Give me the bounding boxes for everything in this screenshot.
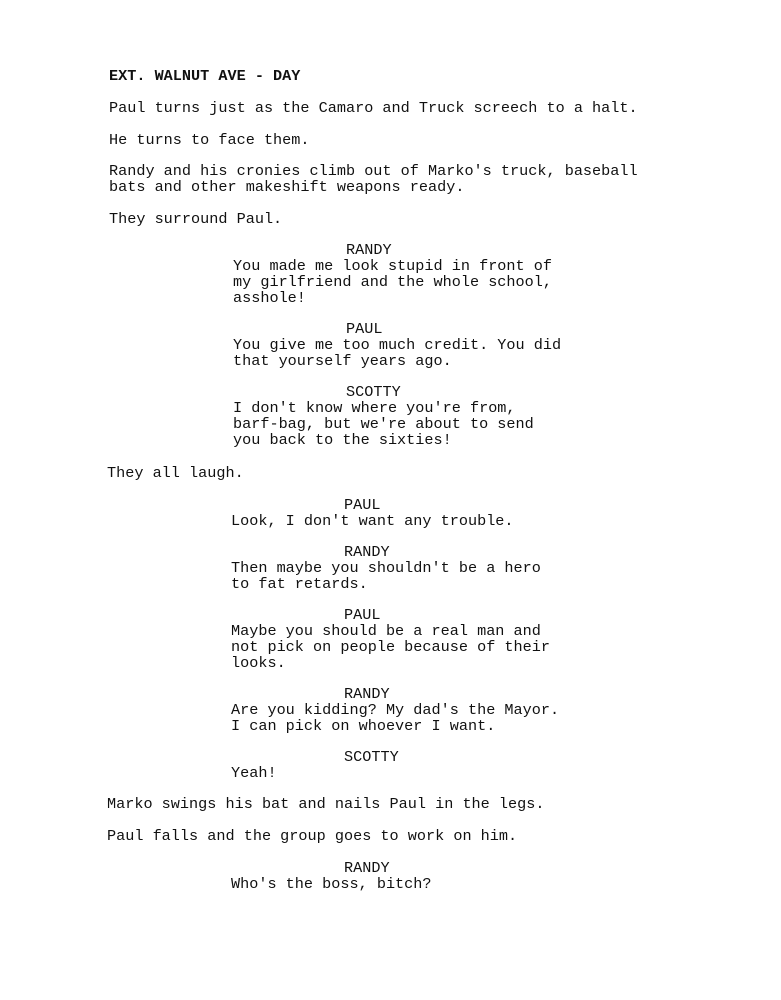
character-name: PAUL bbox=[344, 496, 381, 514]
scene-heading: EXT. WALNUT AVE - DAY bbox=[109, 67, 301, 85]
character-name: SCOTTY bbox=[344, 748, 399, 766]
dialogue-text: Maybe you should be a real man and not pick on people because of their looks. bbox=[231, 622, 550, 672]
dialogue-text: I don't know where you're from, barf-bag, but we're about to send you back to the sixties! bbox=[233, 399, 534, 449]
action-line: Paul falls and the group goes to work on him. bbox=[107, 827, 518, 845]
dialogue-text: Who's the boss, bitch? bbox=[231, 875, 432, 893]
action-line: Marko swings his bat and nails Paul in the legs. bbox=[107, 795, 545, 813]
action-line: He turns to face them. bbox=[109, 131, 310, 149]
action-line: Paul turns just as the Camaro and Truck screech to a halt. bbox=[109, 99, 638, 117]
character-name: RANDY bbox=[344, 685, 390, 703]
character-name: PAUL bbox=[344, 606, 381, 624]
dialogue-text: You give me too much credit. You did that yourself years ago. bbox=[233, 336, 562, 370]
dialogue-text: You made me look stupid in front of my girlfriend and the whole school, asshole! bbox=[233, 257, 552, 307]
character-name: RANDY bbox=[346, 241, 392, 259]
dialogue-text: Then maybe you shouldn't be a hero to fat retards. bbox=[231, 559, 541, 593]
dialogue-text: Are you kidding? My dad's the Mayor. I can pick on whoever I want. bbox=[231, 701, 560, 735]
dialogue-text: Yeah! bbox=[231, 764, 277, 782]
action-line: They all laugh. bbox=[107, 464, 244, 482]
character-name: RANDY bbox=[344, 543, 390, 561]
action-line: They surround Paul. bbox=[109, 210, 283, 228]
dialogue-text: Look, I don't want any trouble. bbox=[231, 512, 514, 530]
character-name: RANDY bbox=[344, 859, 390, 877]
action-line: Randy and his cronies climb out of Marko's truck, baseball bats and other makeshift weapons ready. bbox=[109, 162, 638, 196]
character-name: SCOTTY bbox=[346, 383, 401, 401]
character-name: PAUL bbox=[346, 320, 383, 338]
